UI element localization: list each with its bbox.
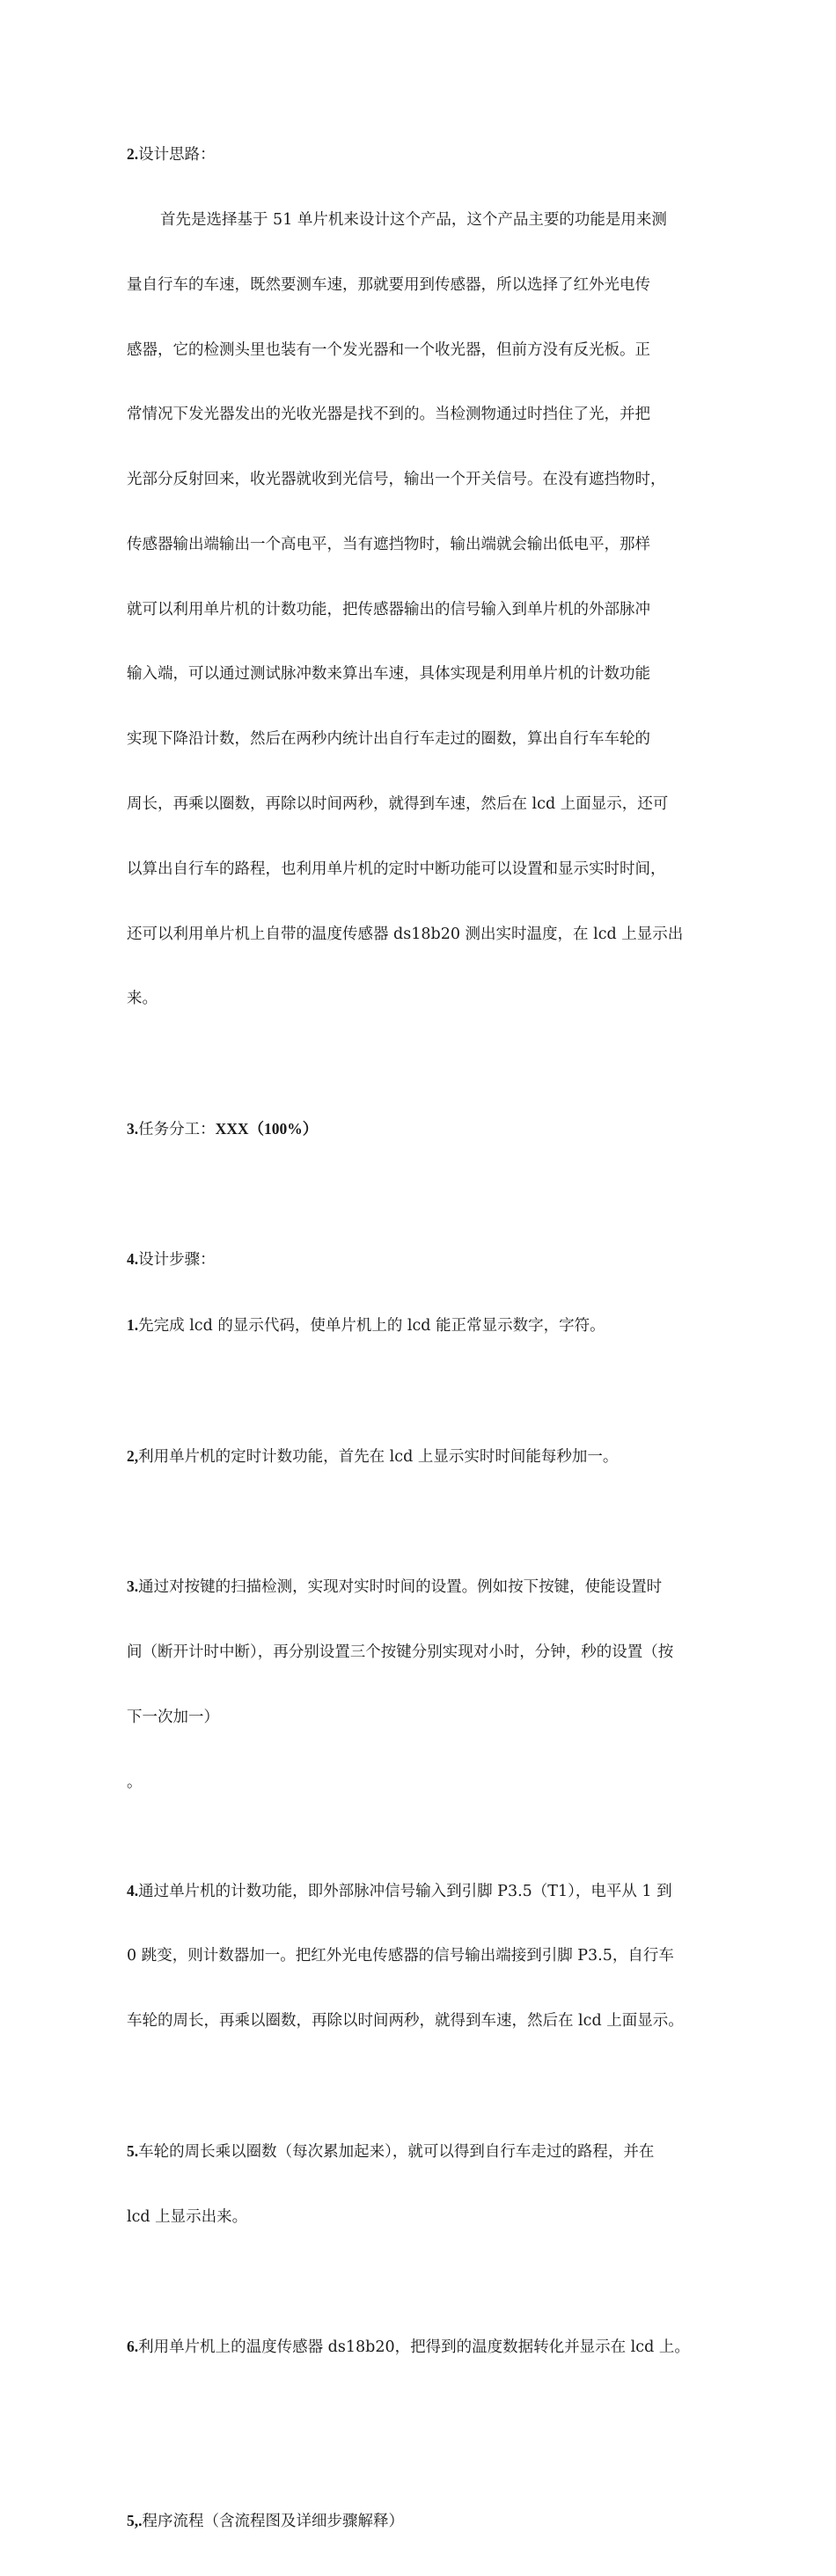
spacer [127,1511,713,1533]
section-2-line-7: 就可以利用单片机的计数功能，把传感器输出的信号输入到单片机的外部脉冲 [127,600,650,618]
step-3-line-3: 下一次加一） [127,1708,219,1726]
step-5-line-2: lcd 上显示出来。 [127,2207,248,2226]
step-5-line-1: 5.车轮的周长乘以圈数（每次累加起来），就可以得到自行车走过的路程，并在 [127,2141,655,2161]
step-6-para [127,2293,713,2402]
spacer [127,2445,713,2467]
section-2-line-12: 还可以利用单片机上自带的温度传感器 ds18b20 测出实时温度，在 lcd 上显示出 [127,925,684,943]
step-4-line-3: 车轮的周长，再乘以圈数，再除以时间两秒，就得到车速，然后在 lcd 上面显示。 [127,2012,684,2031]
section-2-line-1: 首先是选择基于 51 单片机来设计这个产品，这个产品主要的功能是用来测 [160,210,667,229]
section-2-line-8: 输入端，可以通过测试脉冲数来算出车速，具体实现是利用单片机的计数功能 [127,665,650,684]
section-3-heading: 3.任务分工：XXX（100%） [127,1119,319,1138]
spacer [127,1184,713,1206]
section-3 [127,1075,713,1184]
section-2-line-2: 量自行车的车速，既然要测车速，那就要用到传感器，所以选择了红外光电传 [127,275,650,294]
step-3-para [127,1533,713,1836]
section-2-line-11: 以算出自行车的路程，也利用单片机的定时中断功能可以设置和显示实时时间， [127,860,666,878]
step-3-line-4: 。 [127,1773,143,1791]
step-2: 2,利用单片机的定时计数功能，首先在 lcd 上显示实时时间能每秒加一。 [127,1446,619,1466]
section-2-line-3: 感器，它的检测头里也装有一个发光器和一个收光器，但前方没有反光板。正 [127,340,650,359]
section-2-line-10: 周长，再乘以圈数，再除以时间两秒，就得到车速，然后在 lcd 上面显示，还可 [127,795,669,813]
step-3-line-2: 间（断开计时中断），再分别设置三个按键分别实现对小时，分钟，秒的设置（按 [127,1643,674,1662]
section-2-line-13: 来。 [127,990,158,1008]
step-4-line-1: 4.通过单片机的计数功能，即外部脉冲信号输入到引脚 P3.5（T1），电平从 1 到 [127,1881,672,1900]
spacer [127,2075,713,2097]
spacer [127,1380,713,1402]
step-4-line-2: 0 跳变，则计数器加一。把红外光电传感器的信号输出端接到引脚 P3.5，自行车 [127,1947,674,1965]
step-2-para [127,1402,713,1511]
step-5-para [127,2097,713,2272]
section-5 [127,2467,713,2576]
section-2-line-9: 实现下降沿计数，然后在两秒内统计出自行车走过的圈数，算出自行车车轮的 [127,730,650,749]
task-assignee: XXX（100%） [215,1119,319,1138]
spacer [127,1053,713,1075]
spacer [127,2271,713,2293]
section-2 [127,100,713,1053]
section-2-line-4: 常情况下发光器发出的光收光器是找不到的。当检测物通过时挡住了光，并把 [127,406,650,424]
section-2-heading: 2.设计思路： [127,145,216,165]
section-4 [127,1205,713,1380]
section-5-heading: 5,.程序流程（含流程图及详细步骤解释） [127,2511,404,2530]
spacer [127,2402,713,2445]
section-2-line-6: 传感器输出端输出一个高电平，当有遮挡物时，输出端就会输出低电平，那样 [127,535,650,553]
document-page [127,100,713,2576]
step-6: 6.利用单片机上的温度传感器 ds18b20，把得到的温度数据转化并显示在 lcd 上。 [127,2338,690,2357]
step-1: 1.先完成 lcd 的显示代码，使单片机上的 lcd 能正常显示数字，字符。 [127,1316,605,1336]
step-4-para [127,1837,713,2076]
section-4-heading: 4.设计步骤： [127,1250,216,1270]
section-2-line-5: 光部分反射回来，收光器就收到光信号，输出一个开关信号。在没有遮挡物时， [127,471,666,489]
step-3-line-1: 3.通过对按键的扫描检测，实现对实时时间的设置。例如按下按键，使能设置时 [127,1577,663,1597]
